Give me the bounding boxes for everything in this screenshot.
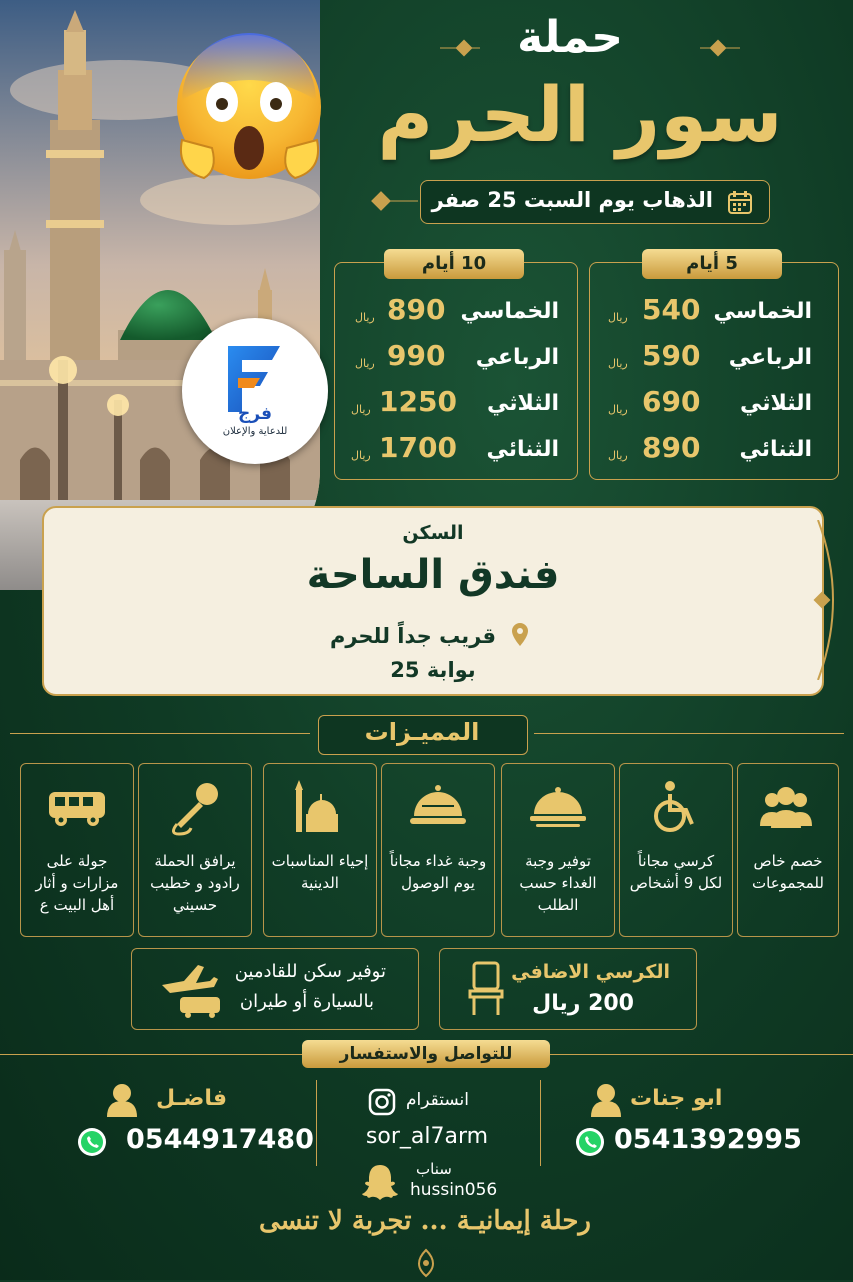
hotel-note: قريب جداً للحرم	[329, 624, 496, 648]
contact-heading: للتواصل والاستفسار	[302, 1040, 550, 1068]
feature-text: خصم خاص للمجموعات	[752, 852, 824, 892]
room-type: الرباعي	[728, 345, 812, 370]
currency: ريال	[608, 357, 628, 370]
price-value: 1700	[379, 431, 457, 464]
price-row	[335, 431, 577, 471]
price-value: 690	[642, 385, 701, 418]
travel-line2: بالسيارة أو طيران	[239, 991, 374, 1012]
price-row	[335, 339, 577, 379]
package-label-10: 10 أيام	[384, 249, 524, 279]
currency: ريال	[351, 403, 371, 416]
plane-bus-icon	[158, 961, 222, 1019]
extra-chair-label: الكرسي الاضافي	[511, 961, 670, 983]
wheelchair-icon	[646, 778, 706, 838]
price-row	[590, 293, 838, 333]
snap-handle[interactable]: hussin056	[410, 1180, 498, 1200]
covered-dish-icon	[408, 778, 468, 838]
bus-icon	[47, 778, 107, 838]
logo-name: فرج	[238, 404, 272, 424]
currency: ريال	[351, 449, 371, 462]
ornament-icon	[368, 190, 418, 216]
package-10-days	[334, 262, 578, 480]
package-label-5: 5 أيام	[642, 249, 782, 279]
extra-chair-price: 200 ريال	[532, 991, 634, 1016]
hotel-name: فندق الساحة	[306, 552, 560, 598]
instagram-label: انستقرام	[406, 1090, 469, 1110]
shocked-face-icon	[172, 30, 327, 185]
person-icon	[106, 1083, 138, 1121]
contact-name: ابو جنات	[630, 1086, 723, 1111]
housing-heading: السكن	[402, 522, 464, 544]
price-row	[590, 431, 838, 471]
chair-icon	[466, 961, 506, 1017]
slogan: رحلة إيمانيـة ... تجربة لا تنسى	[259, 1206, 591, 1236]
room-type: الرباعي	[475, 345, 559, 370]
bottom-ornament	[396, 1248, 456, 1282]
title-ornament	[440, 38, 740, 58]
whatsapp-icon	[76, 1126, 108, 1162]
features-heading: المميـزات	[364, 718, 480, 746]
mosque-icon	[290, 778, 350, 838]
travel-line1: توفير سكن للقادمين	[234, 961, 386, 982]
logo-tagline: للدعاية والإعلان	[222, 426, 288, 437]
travel-housing-box	[131, 948, 419, 1030]
currency: ريال	[608, 403, 628, 416]
person-icon	[590, 1083, 622, 1121]
currency: ريال	[608, 311, 628, 324]
feature-group-discount	[737, 763, 839, 937]
contact-phone[interactable]: 0544917480	[126, 1124, 314, 1155]
price-value: 890	[642, 431, 701, 464]
feature-text: كرسي مجاناً لكل 9 أشخاص	[629, 852, 723, 892]
currency: ريال	[355, 357, 375, 370]
price-row	[590, 385, 838, 425]
housing-card	[42, 506, 824, 696]
room-type: الخماسي	[460, 299, 559, 324]
price-row	[590, 339, 838, 379]
package-5-days	[589, 262, 839, 480]
price-value: 590	[642, 339, 701, 372]
price-value: 890	[387, 293, 446, 326]
feature-free-lunch	[381, 763, 495, 937]
agency-logo	[182, 318, 328, 464]
contact-phone[interactable]: 0541392995	[614, 1124, 802, 1155]
price-value: 540	[642, 293, 701, 326]
feature-preacher	[138, 763, 252, 937]
feature-text: يرافق الحملة رادود و خطيب حسيني	[150, 852, 240, 914]
room-type: الثنائي	[739, 437, 812, 462]
divider-vertical	[316, 1080, 317, 1166]
hotel-gate: بوابة 25	[390, 658, 476, 682]
feature-text: إحياء المناسبات الدينية	[271, 852, 369, 892]
instagram-handle[interactable]: sor_al7arm	[365, 1124, 489, 1149]
group-icon	[756, 778, 816, 838]
feature-lunch-on-demand	[501, 763, 615, 937]
price-value: 990	[387, 339, 446, 372]
food-tray-icon	[528, 778, 588, 838]
price-value: 1250	[379, 385, 457, 418]
divider-line	[10, 733, 310, 734]
whatsapp-icon	[574, 1126, 606, 1162]
microphone-icon	[165, 778, 225, 838]
departure-text: الذهاب يوم السبت 25 صفر	[431, 188, 713, 212]
divider-vertical	[540, 1080, 541, 1166]
currency: ريال	[608, 449, 628, 462]
divider-line	[534, 733, 844, 734]
feature-text: وجبة غداء مجاناً يوم الوصول	[389, 852, 487, 892]
room-type: الثلاثي	[486, 391, 559, 416]
calendar-icon	[727, 189, 753, 215]
room-type: الخماسي	[713, 299, 812, 324]
departure-banner	[420, 180, 770, 224]
location-pin-icon	[510, 622, 530, 652]
room-type: الثنائي	[486, 437, 559, 462]
snap-label: سناب	[416, 1160, 452, 1178]
page-title: سور الحرم	[377, 70, 783, 159]
feature-text: جولة على مزارات و أثار أهل البيت ع	[35, 852, 119, 914]
scroll-ornament	[808, 520, 853, 684]
campaign-label: حملة	[517, 12, 623, 63]
price-row	[335, 385, 577, 425]
contact-name: فاضـل	[156, 1086, 228, 1111]
instagram-icon	[368, 1088, 396, 1120]
feature-religious-events	[263, 763, 377, 937]
feature-wheelchair	[619, 763, 733, 937]
snapchat-icon	[362, 1162, 398, 1204]
price-row	[335, 293, 577, 333]
feature-shrine-tours	[20, 763, 134, 937]
currency: ريال	[355, 311, 375, 324]
feature-text: توفير وجبة الغداء حسب الطلب	[519, 852, 597, 914]
room-type: الثلاثي	[739, 391, 812, 416]
extra-chair-box	[439, 948, 697, 1030]
